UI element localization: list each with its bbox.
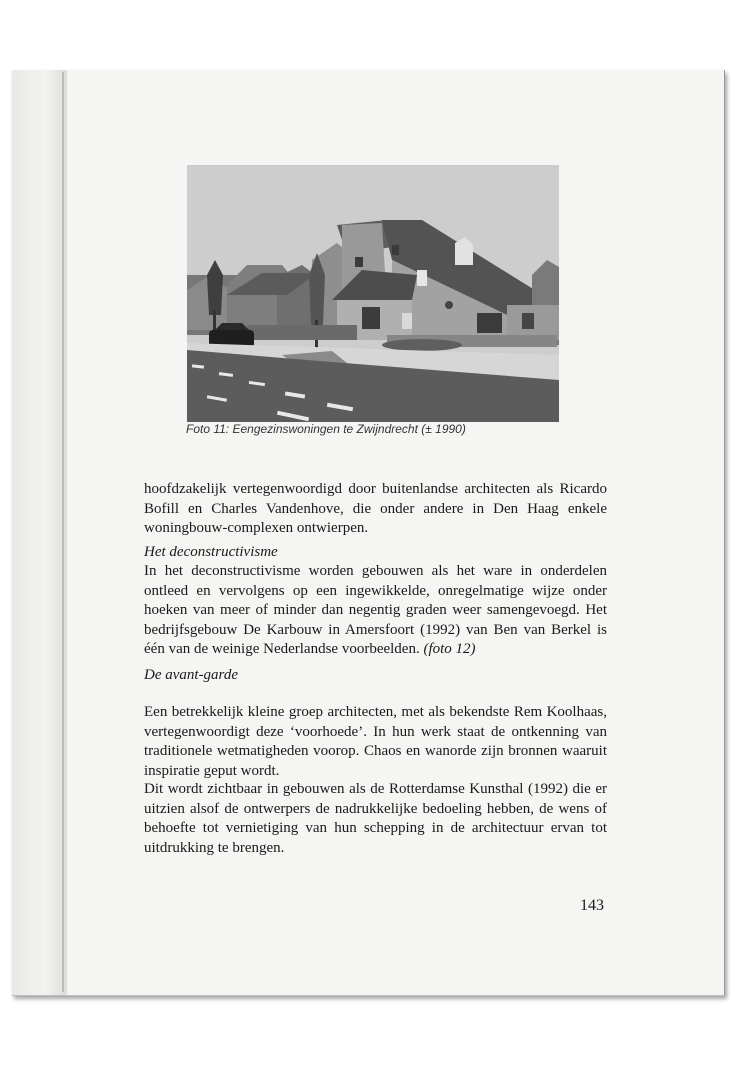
paragraph-intro: hoofdzakelijk vertegenwoordigd door buitenlandse architecten als Ricardo Bofill en Charles Vandenhove, die onder andere in Den Haag enkele woningbouw-complexen ontwierpen. — [144, 481, 607, 536]
paragraph-avant-garde-2: Dit wordt zichtbaar in gebouwen als de Rotterdamse Kunsthal (1992) die er uitzien alsof de ontwerpers de nadrukkelijke bedoeling hebben, de wens of behoefte tot vernietiging van hun schepping in de architectuur ervan tot uitdrukking te brengen. — [144, 781, 607, 856]
deconstructivisme-body: In het deconstructivisme worden gebouwen als het ware in onderdelen ontleed en vervolgens op een ingewikkelde, onregelmatige wijze onder hoeken van meer of minder dan negentig graden weer samengevoegd. Het bedrijfsgebouw De Karbouw in Amersfoort (1992) van Ben van Berkel is één van de weinige Nederlandse voorbeelden. — [144, 563, 607, 657]
book-spine — [12, 70, 67, 995]
photo-reference: (foto 12) — [423, 641, 476, 657]
page-number: 143 — [580, 897, 604, 914]
heading-avant-garde: De avant-garde — [144, 667, 238, 683]
heading-deconstructivisme: Het deconstructivisme — [144, 544, 278, 560]
spine-fold — [62, 72, 64, 992]
paragraph-deconstructivisme — [144, 562, 607, 660]
paragraph-avant-garde-1: Een betrekkelijk kleine groep architecten, met als bekendste Rem Koolhaas, vertegenwoordigt deze ‘voorhoede’. In hun werk staat de ontkenning van traditionele wetmatigheden voorop. Chaos en wanorde zijn bronnen waaruit inspiratie geput wordt. — [144, 704, 607, 779]
photo-houses-zwijndrecht — [187, 165, 559, 422]
photo-illustration — [187, 165, 559, 422]
photo-caption: Foto 11: Eengezinswoningen te Zwijndrecht (± 1990) — [186, 422, 466, 436]
